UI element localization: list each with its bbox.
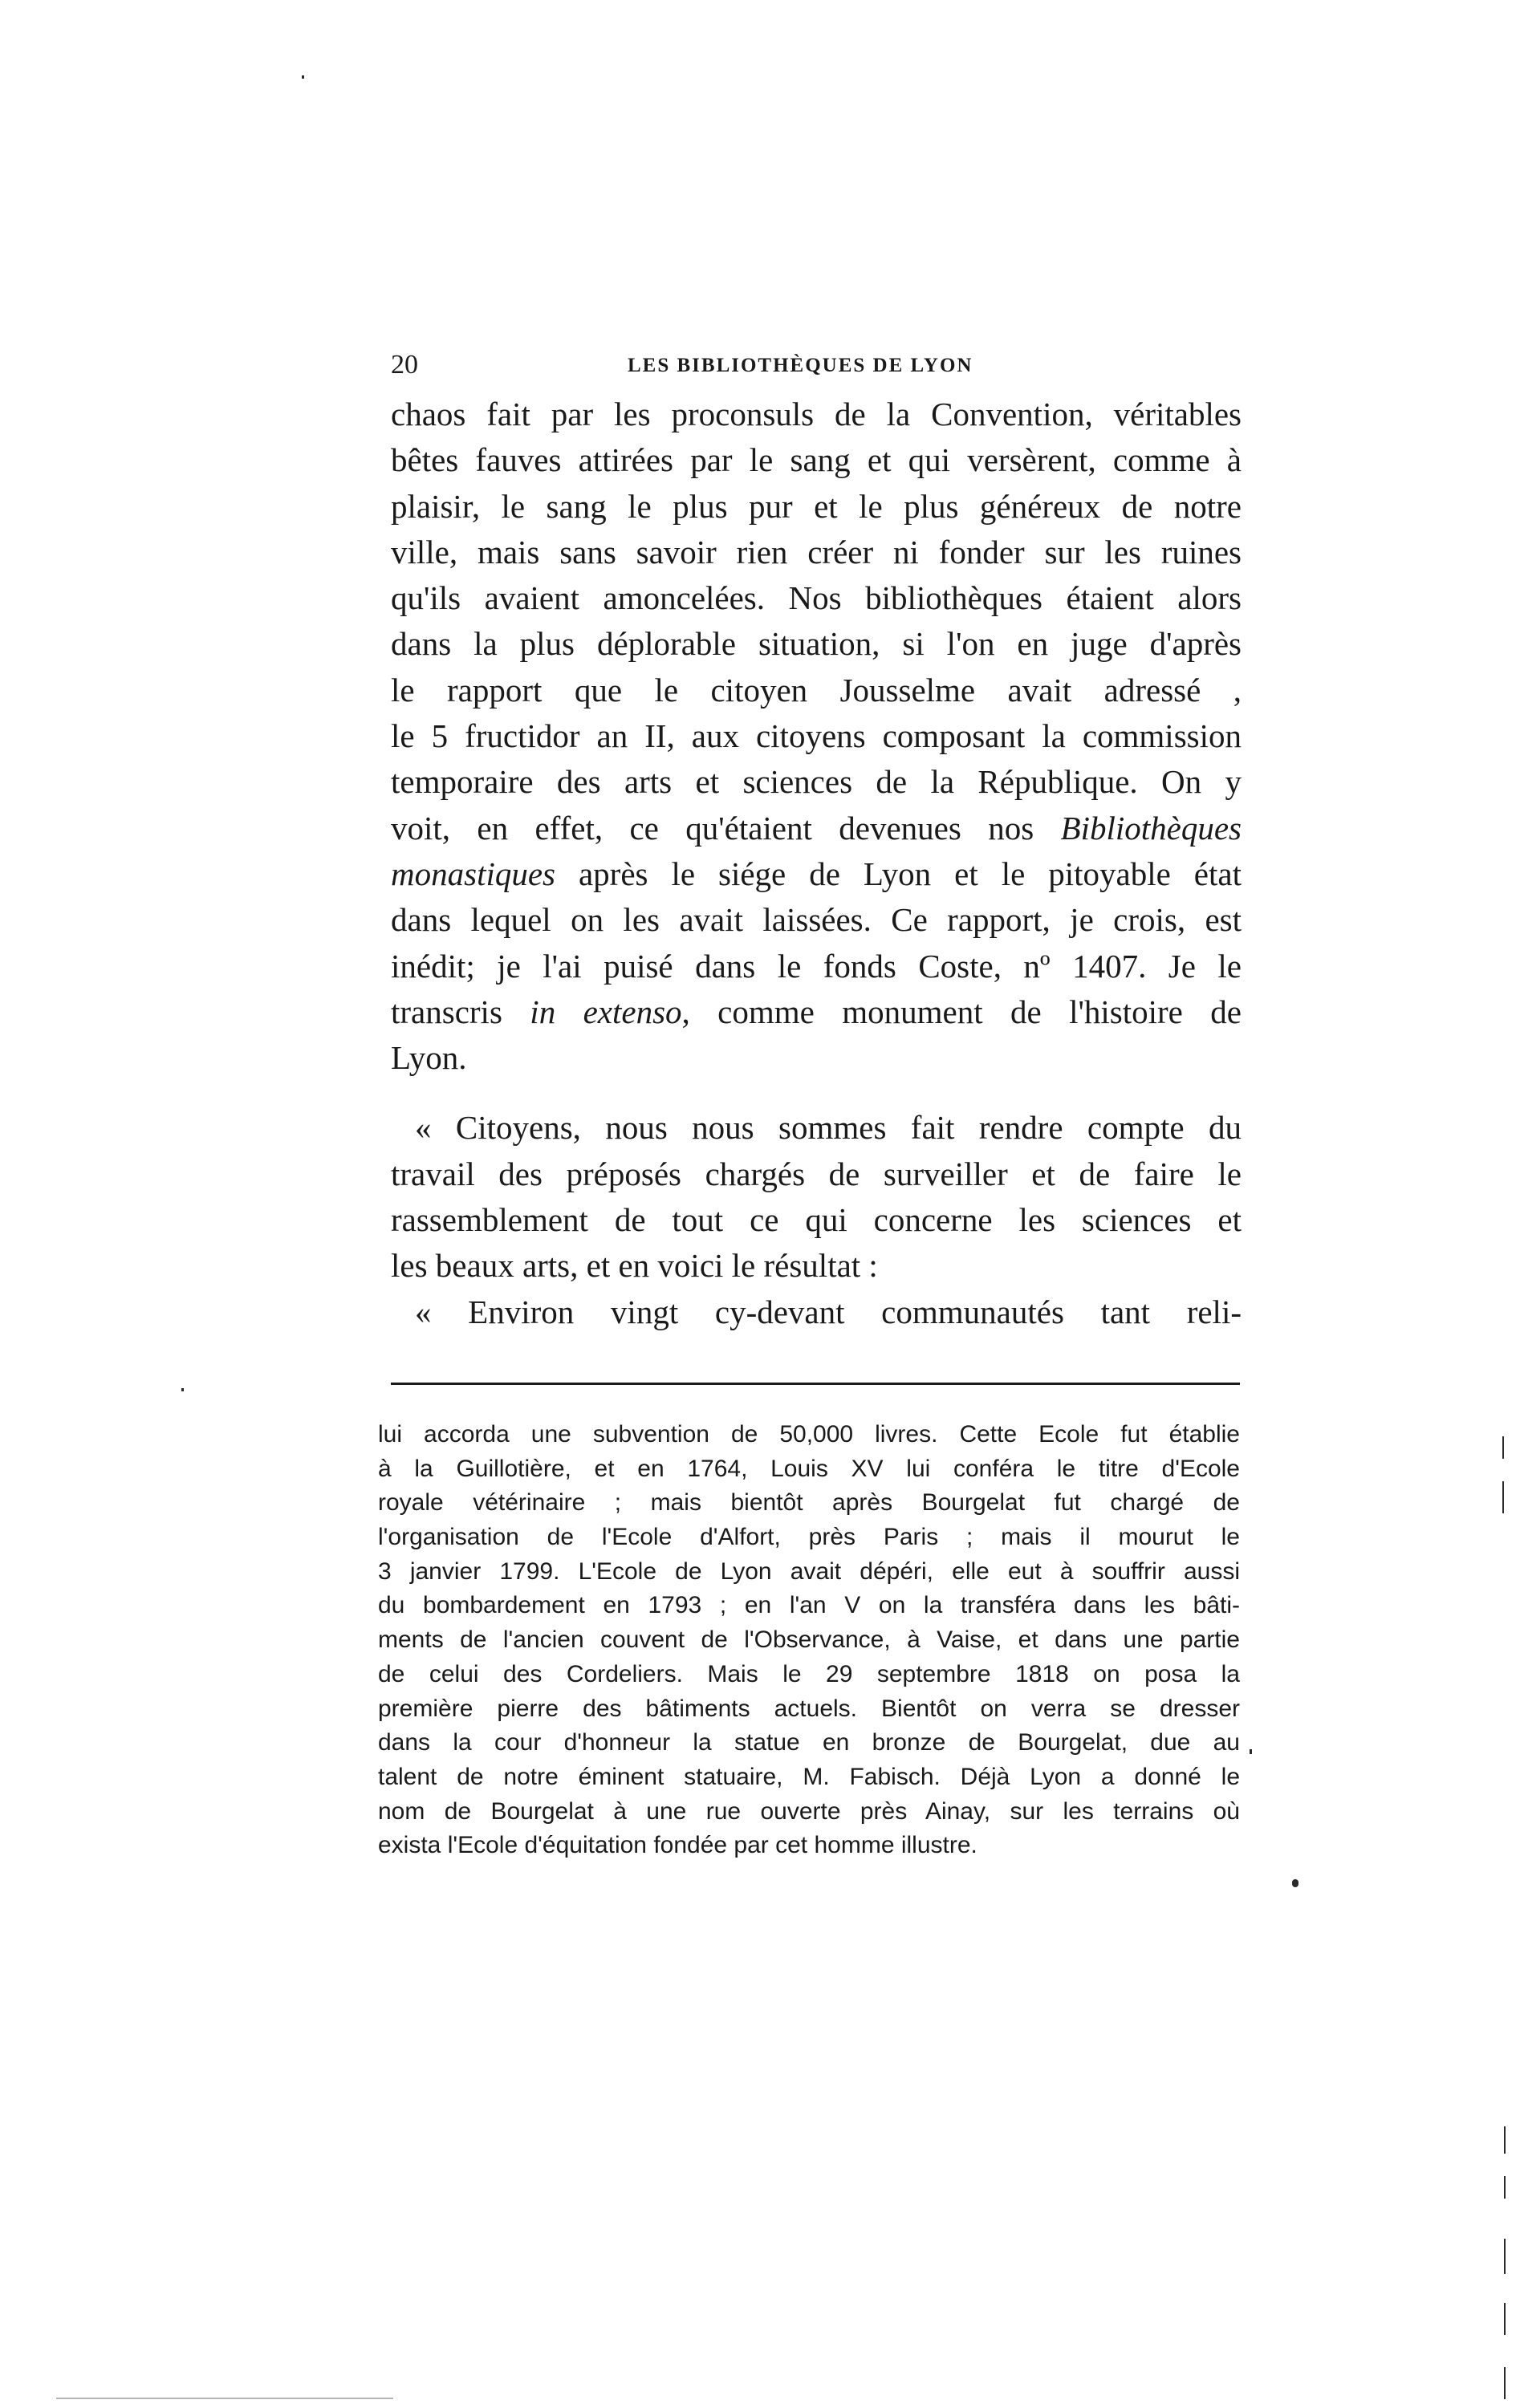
text-line: inédit; je l'ai puisé dans le fonds Coste, nº 1407. Je le xyxy=(391,947,1242,985)
paragraph-gap xyxy=(391,1081,1242,1105)
footnote-line: à la Guillotière, et en 1764, Louis XV lui conféra le titre d'Ecole xyxy=(378,1455,1240,1482)
text-line: « Citoyens, nous nous sommes fait rendre compte du xyxy=(415,1109,1242,1147)
text-line: bêtes fauves attirées par le sang et qui versèrent, comme à xyxy=(391,441,1242,479)
footnote-line: première pierre des bâtiments actuels. Bientôt on verra se dresser xyxy=(378,1695,1240,1722)
text-line: dans lequel on les avait laissées. Ce rapport, je crois, est xyxy=(391,901,1242,939)
text-segment: voit, en effet, ce qu'étaient devenues nos xyxy=(391,809,1061,847)
running-title: LES BIBLIOTHÈQUES DE LYON xyxy=(628,355,973,376)
text-segment: après le siége de Lyon et le pitoyable état xyxy=(555,855,1242,892)
scan-speck xyxy=(56,2398,393,2399)
text-line: qu'ils avaient amoncelées. Nos bibliothèques étaient alors xyxy=(391,579,1242,617)
scan-edge-mark xyxy=(1504,2176,1506,2199)
scan-edge-mark xyxy=(1504,2367,1506,2399)
text-segment: transcris xyxy=(391,993,530,1030)
text-line xyxy=(391,806,1242,851)
text-line: temporaire des arts et sciences de la République. On y xyxy=(391,763,1242,801)
footnote-line: talent de notre éminent statuaire, M. Fabisch. Déjà Lyon a donné le xyxy=(378,1763,1240,1790)
text-line: rassemblement de tout ce qui concerne les sciences et xyxy=(391,1201,1242,1239)
text-line: travail des préposés chargés de surveiller et de faire le xyxy=(391,1155,1242,1192)
text-line: le rapport que le citoyen Jousselme avait adressé , xyxy=(391,671,1242,709)
italic-title: Bibliothèques xyxy=(1060,809,1242,847)
footnote-line: 3 janvier 1799. L'Ecole de Lyon avait dépéri, elle eut à souffrir aussi xyxy=(378,1557,1240,1585)
text-line: « Environ vingt cy-devant communautés tant reli- xyxy=(415,1293,1242,1330)
text-line: le 5 fructidor an II, aux citoyens composant la commission xyxy=(391,717,1242,755)
text-segment: , comme monument de l'histoire de xyxy=(681,993,1242,1030)
footnote-line: dans la cour d'honneur la statue en bronze de Bourgelat, due au xyxy=(378,1729,1240,1756)
main-text xyxy=(391,392,1242,1335)
scan-edge-mark xyxy=(1504,2126,1506,2154)
footnote xyxy=(378,1418,1240,1863)
scan-speck xyxy=(1250,1749,1252,1754)
page-header xyxy=(391,350,1242,390)
text-line xyxy=(391,851,1242,897)
footnote-line: de celui des Cordeliers. Mais le 29 septembre 1818 on posa la xyxy=(378,1660,1240,1687)
footnote-line: exista l'Ecole d'équitation fondée par cet homme illustre. xyxy=(378,1832,977,1859)
scan-edge-mark xyxy=(1502,1481,1504,1513)
italic-title: monastiques xyxy=(391,855,555,892)
scan-speck xyxy=(181,1388,184,1391)
scan-speck xyxy=(1292,1879,1299,1887)
text-line: ville, mais sans savoir rien créer ni fonder sur les ruines xyxy=(391,533,1242,571)
italic-phrase: in extenso xyxy=(530,993,682,1030)
text-line: Lyon. xyxy=(391,1039,467,1077)
footnote-line: royale vétérinaire ; mais bientôt après Bourgelat fut chargé de xyxy=(378,1489,1240,1517)
footnote-line: l'organisation de l'Ecole d'Alfort, près Paris ; mais il mourut le xyxy=(378,1524,1240,1551)
footnote-line: nom de Bourgelat à une rue ouverte près Ainay, sur les terrains où xyxy=(378,1797,1240,1825)
footnote-separator xyxy=(391,1383,1240,1385)
page-number: 20 xyxy=(391,350,418,380)
scan-edge-mark xyxy=(1504,2239,1506,2274)
footnote-line: lui accorda une subvention de 50,000 livres. Cette Ecole fut établie xyxy=(378,1421,1240,1448)
text-line xyxy=(391,989,1242,1035)
text-line: les beaux arts, et en voici le résultat : xyxy=(391,1247,878,1285)
scan-edge-mark xyxy=(1502,1436,1504,1459)
text-line: chaos fait par les proconsuls de la Convention, véritables xyxy=(391,396,1242,432)
text-line: dans la plus déplorable situation, si l'on en juge d'après xyxy=(391,625,1242,663)
text-line: plaisir, le sang le plus pur et le plus généreux de notre xyxy=(391,487,1242,525)
scan-edge-mark xyxy=(1504,2303,1506,2335)
footnote-line: ments de l'ancien couvent de l'Observance, à Vaise, et dans une partie xyxy=(378,1626,1240,1654)
scan-speck xyxy=(302,75,304,79)
footnote-line: du bombardement en 1793 ; en l'an V on la transféra dans les bâti- xyxy=(378,1592,1240,1619)
